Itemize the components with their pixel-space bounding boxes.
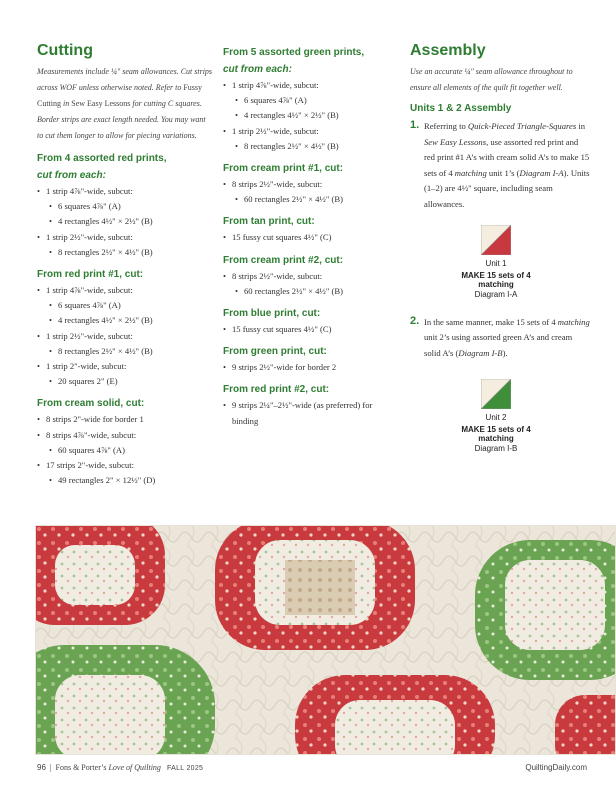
list-item: • 60 squares 4⅞" (A) bbox=[37, 443, 213, 458]
cutting-intro: Measurements include ¼" seam allowances. Cut strips across WOF unless otherwise noted. Refer to Fussy Cutting in Sew Easy Lessons for cutting C squares. Border strips are exact length needed. You may want to cut them longer to allow for piecing variations. bbox=[37, 67, 213, 140]
section-heading: From cream print #1, cut: bbox=[223, 163, 344, 175]
assembly-column bbox=[410, 40, 590, 453]
cut-list bbox=[223, 398, 399, 428]
cutting-title: Cutting bbox=[37, 42, 93, 59]
section-heading: From red print #2, cut: bbox=[223, 384, 330, 396]
cutting-column-2 bbox=[223, 44, 399, 429]
units-subtitle: Units 1 & 2 Assembly bbox=[410, 103, 512, 114]
list-item: • 6 squares 4⅞" (A) bbox=[223, 93, 399, 108]
list-item: • 8 strips 4⅞"-wide, subcut: bbox=[37, 428, 213, 443]
section-heading: From 5 assorted green prints, cut from each: bbox=[223, 47, 365, 75]
section-heading: From cream print #2, cut: bbox=[223, 254, 344, 266]
issue-season: FALL 2025 bbox=[166, 765, 204, 772]
diagram-i-a bbox=[456, 225, 536, 299]
page-footer bbox=[37, 763, 587, 772]
triangle-square-unit-1 bbox=[481, 225, 511, 255]
list-item: • 15 fussy cut squares 4½" (C) bbox=[223, 230, 399, 245]
cut-list bbox=[37, 412, 213, 488]
cut-list bbox=[37, 184, 213, 260]
list-item: • 60 rectangles 2½" × 4½" (B) bbox=[223, 284, 399, 299]
list-item: • 6 squares 4⅞" (A) bbox=[37, 298, 213, 313]
list-item: • 60 rectangles 2½" × 4½" (B) bbox=[223, 192, 399, 207]
list-item: • 4 rectangles 4½" × 2½" (B) bbox=[37, 214, 213, 229]
website-link[interactable]: QuiltingDaily.com bbox=[525, 763, 587, 772]
cut-list bbox=[223, 78, 399, 154]
list-item: • 9 strips 2½"-wide for border 2 bbox=[223, 360, 399, 375]
cut-list bbox=[223, 269, 399, 299]
diagram-i-b bbox=[456, 379, 536, 453]
unit-label: Unit 1 bbox=[485, 258, 507, 268]
assembly-intro: Use an accurate ¼" seam allowance throughout to ensure all elements of the quilt fit together well. bbox=[410, 67, 573, 92]
list-item: • 1 strip 4⅞"-wide, subcut: bbox=[37, 283, 213, 298]
list-item: • 1 strip 2½"-wide, subcut: bbox=[223, 124, 399, 139]
cut-list bbox=[223, 177, 399, 207]
list-item: • 8 strips 2½"-wide, subcut: bbox=[223, 177, 399, 192]
list-item: • 20 squares 2" (E) bbox=[37, 374, 213, 389]
cutting-column-1 bbox=[37, 40, 213, 488]
section-heading: From green print, cut: bbox=[223, 346, 327, 358]
list-item: • 8 rectangles 2½" × 4½" (B) bbox=[223, 139, 399, 154]
list-item: • 9 strips 2¼"–2½"-wide (as preferred) for binding bbox=[223, 398, 399, 428]
cut-list bbox=[223, 322, 399, 337]
list-item: • 1 strip 4⅞"-wide, subcut: bbox=[37, 184, 213, 199]
quilt-photo-image bbox=[35, 525, 616, 755]
list-item: • 8 rectangles 2½" × 4½" (B) bbox=[37, 344, 213, 359]
section-heading: From blue print, cut: bbox=[223, 308, 321, 320]
list-item: • 1 strip 2½"-wide, subcut: bbox=[37, 230, 213, 245]
diagram-label: Diagram I-B bbox=[474, 444, 518, 454]
triangle-square-unit-2 bbox=[481, 379, 511, 409]
cut-list bbox=[223, 360, 399, 375]
assembly-title: Assembly bbox=[410, 42, 486, 59]
footer-separator: | bbox=[49, 763, 52, 772]
list-item: • 8 strips 2"-wide for border 1 bbox=[37, 412, 213, 427]
section-heading: From 4 assorted red prints, cut from each: bbox=[37, 153, 167, 181]
cut-list bbox=[37, 283, 213, 389]
make-label: MAKE 15 sets of 4 matching bbox=[461, 425, 531, 444]
list-item: • 1 strip 2½"-wide, subcut: bbox=[37, 329, 213, 344]
section-heading: From cream solid, cut: bbox=[37, 398, 145, 410]
cut-list bbox=[223, 230, 399, 245]
unit-label: Unit 2 bbox=[485, 413, 507, 423]
list-item: • 8 rectangles 2½" × 4½" (B) bbox=[37, 245, 213, 260]
list-item: • 1 strip 4⅞"-wide, subcut: bbox=[223, 78, 399, 93]
make-label: MAKE 15 sets of 4 matching bbox=[461, 270, 531, 289]
section-heading: From tan print, cut: bbox=[223, 216, 315, 228]
quilt-photo bbox=[35, 525, 616, 755]
list-item: • 6 squares 4⅞" (A) bbox=[37, 199, 213, 214]
list-item: • 15 fussy cut squares 4½" (C) bbox=[223, 322, 399, 337]
list-item: • 49 rectangles 2" × 12½" (D) bbox=[37, 473, 213, 488]
list-item: • 4 rectangles 4½" × 2½" (B) bbox=[223, 108, 399, 123]
list-item: • 8 strips 2½"-wide, subcut: bbox=[223, 269, 399, 284]
step-1: 1. Referring to Quick-Pieced Triangle-Squares in Sew Easy Lessons, use assorted red print and red print #1 A’s with cream solid A’s to make 15 sets of 4 matching unit 1’s (Diagram I-A). Units (1–2) are 4½" square, including seam allowances. bbox=[410, 119, 590, 209]
publication-name: Fons & Porter’s Love of Quilting bbox=[55, 763, 161, 772]
list-item: • 1 strip 2"-wide, subcut: bbox=[37, 359, 213, 374]
section-heading: From red print #1, cut: bbox=[37, 269, 144, 281]
page-number: 96 bbox=[37, 763, 46, 772]
list-item: • 17 strips 2"-wide, subcut: bbox=[37, 458, 213, 473]
list-item: • 4 rectangles 4½" × 2½" (B) bbox=[37, 313, 213, 328]
diagram-label: Diagram I-A bbox=[474, 289, 518, 299]
step-2: 2. In the same manner, make 15 sets of 4 matching unit 2’s using assorted green A’s and cream solid A’s (Diagram I-B). bbox=[410, 314, 590, 358]
